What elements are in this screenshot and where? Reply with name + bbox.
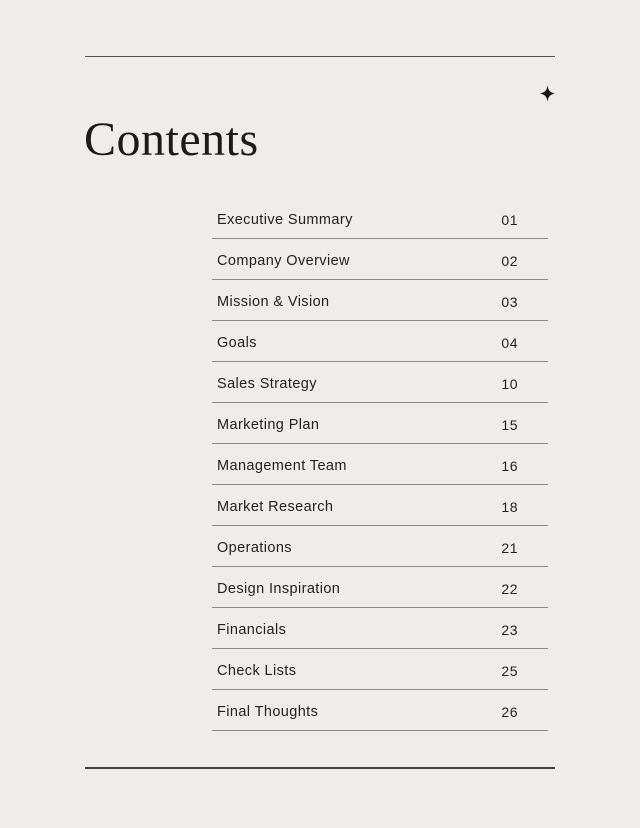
toc-entry-label: Company Overview xyxy=(217,252,350,269)
toc-entry[interactable] xyxy=(212,321,548,362)
top-divider-rule xyxy=(85,56,555,57)
toc-entry[interactable] xyxy=(212,526,548,567)
toc-entry-page-number: 02 xyxy=(501,252,518,269)
toc-entry-page-number: 10 xyxy=(501,375,518,392)
page-title: Contents xyxy=(84,113,259,166)
toc-entry[interactable] xyxy=(212,485,548,526)
toc-entry-page-number: 25 xyxy=(501,662,518,679)
bottom-divider-rule xyxy=(85,767,555,769)
toc-entry-page-number: 21 xyxy=(501,539,518,556)
toc-entry-label: Sales Strategy xyxy=(217,375,317,392)
toc-entry-page-number: 22 xyxy=(501,580,518,597)
toc-entry[interactable] xyxy=(212,239,548,280)
toc-entry[interactable] xyxy=(212,649,548,690)
toc-entry-page-number: 16 xyxy=(501,457,518,474)
toc-entry-page-number: 04 xyxy=(501,334,518,351)
toc-entry-label: Mission & Vision xyxy=(217,293,330,310)
toc-entry-label: Marketing Plan xyxy=(217,416,320,433)
toc-entry-page-number: 03 xyxy=(501,293,518,310)
toc-entry-page-number: 26 xyxy=(501,703,518,720)
toc-entry-label: Goals xyxy=(217,334,257,351)
toc-entry-label: Operations xyxy=(217,539,292,556)
table-of-contents xyxy=(212,198,548,731)
toc-entry[interactable] xyxy=(212,198,548,239)
toc-entry-label: Design Inspiration xyxy=(217,580,341,597)
toc-entry[interactable] xyxy=(212,280,548,321)
toc-entry-label: Management Team xyxy=(217,457,347,474)
toc-entry[interactable] xyxy=(212,444,548,485)
toc-entry-label: Final Thoughts xyxy=(217,703,319,720)
toc-entry[interactable] xyxy=(212,690,548,731)
toc-entry-page-number: 18 xyxy=(501,498,518,515)
toc-entry[interactable] xyxy=(212,403,548,444)
toc-entry-label: Executive Summary xyxy=(217,211,353,228)
toc-entry-page-number: 01 xyxy=(501,211,518,228)
sparkle-star-icon xyxy=(540,85,555,102)
toc-entry-label: Market Research xyxy=(217,498,334,515)
toc-entry[interactable] xyxy=(212,567,548,608)
toc-entry-label: Check Lists xyxy=(217,662,297,679)
toc-entry-page-number: 15 xyxy=(501,416,518,433)
toc-entry-page-number: 23 xyxy=(501,621,518,638)
toc-entry[interactable] xyxy=(212,362,548,403)
toc-entry[interactable] xyxy=(212,608,548,649)
toc-entry-label: Financials xyxy=(217,621,287,638)
